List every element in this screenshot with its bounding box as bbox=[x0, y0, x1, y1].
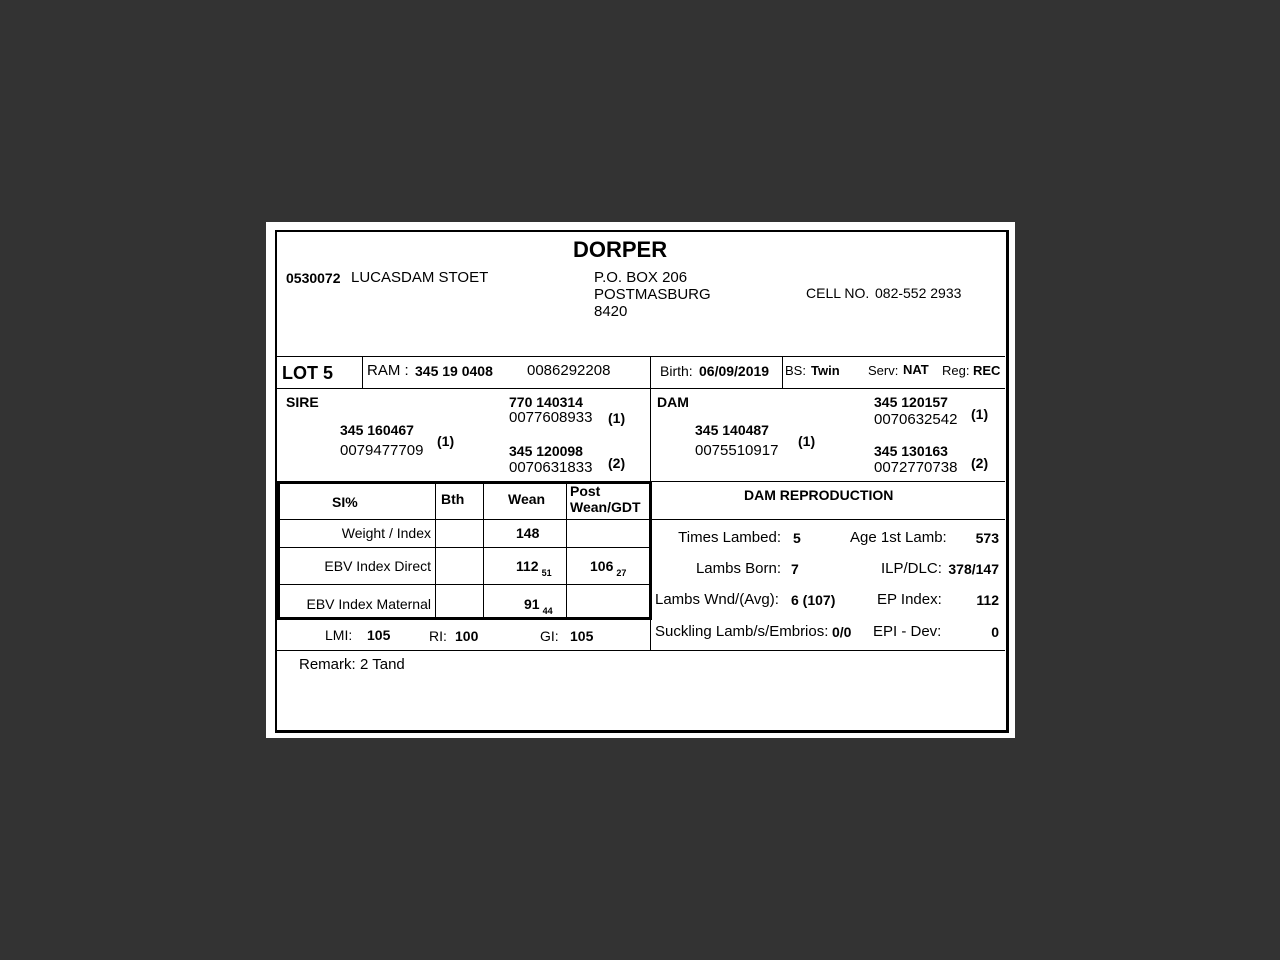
cell-value: 082-552 2933 bbox=[875, 285, 962, 301]
breed-title: DORPER bbox=[573, 237, 668, 262]
times-lambed-value: 5 bbox=[793, 530, 801, 546]
dam-repro-title: DAM REPRODUCTION bbox=[744, 487, 894, 503]
age-first-lamb-label: Age 1st Lamb: bbox=[850, 529, 947, 546]
row-maternal-wean-value: 91 bbox=[524, 596, 540, 612]
row-direct-label: EBV Index Direct bbox=[324, 558, 431, 574]
birth-value: 06/09/2019 bbox=[699, 363, 770, 379]
sire-dam-grade: (2) bbox=[608, 455, 626, 471]
remark-value: 2 Tand bbox=[360, 656, 405, 673]
lambs-born-value: 7 bbox=[791, 561, 799, 577]
ram-tag: 0086292208 bbox=[527, 362, 611, 379]
row-weight-wean: 148 bbox=[516, 525, 540, 541]
dam-grade: (1) bbox=[798, 433, 816, 449]
dam-tag: 0075510917 bbox=[695, 442, 779, 459]
sire-grade: (1) bbox=[437, 433, 455, 449]
lambs-born-label: Lambs Born: bbox=[695, 560, 781, 577]
age-first-lamb-value: 573 bbox=[975, 530, 999, 546]
epi-dev-label: EPI - Dev: bbox=[873, 623, 942, 640]
table-col-line bbox=[435, 483, 436, 618]
lambs-wnd-value: 6 (107) bbox=[791, 592, 836, 608]
suckling-value: 0/0 bbox=[832, 624, 852, 640]
ep-index-label: EP Index: bbox=[877, 591, 942, 608]
divider-repro-title bbox=[651, 519, 1005, 520]
dam-dam-grade: (2) bbox=[971, 455, 989, 471]
sire-tag: 0079477709 bbox=[340, 442, 424, 459]
ep-index-value: 112 bbox=[976, 592, 999, 608]
row-direct-wean bbox=[516, 558, 552, 576]
row-direct-post-sub: 27 bbox=[616, 568, 627, 578]
divider-lot-row bbox=[277, 388, 1005, 389]
ilp-dlc-value: 378/147 bbox=[948, 561, 999, 577]
owner-name: LUCASDAM STOET bbox=[351, 269, 489, 286]
row-maternal-label: EBV Index Maternal bbox=[306, 596, 431, 612]
dam-dam-id: 345 130163 bbox=[874, 443, 948, 459]
ram-id: 345 19 0408 bbox=[415, 363, 493, 379]
table-row-line bbox=[279, 547, 649, 548]
header-si: SI% bbox=[332, 494, 358, 510]
bs-value: Twin bbox=[811, 363, 840, 378]
divider-dam-section bbox=[651, 481, 1005, 482]
serv-label: Serv: bbox=[868, 363, 899, 378]
sire-label: SIRE bbox=[286, 394, 319, 410]
dam-sire-grade: (1) bbox=[971, 406, 989, 422]
gi-value: 105 bbox=[570, 628, 594, 644]
lmi-value: 105 bbox=[367, 627, 391, 643]
bs-label: BS: bbox=[785, 363, 806, 378]
row-direct-wean-sub: 51 bbox=[541, 568, 552, 578]
sire-sire-grade: (1) bbox=[608, 410, 626, 426]
ri-label: RI: bbox=[429, 628, 447, 644]
lmi-label: LMI: bbox=[325, 627, 353, 643]
table-row-line bbox=[279, 584, 649, 585]
lambs-wnd-label: Lambs Wnd/(Avg): bbox=[655, 591, 779, 608]
header-bth: Bth bbox=[441, 491, 465, 507]
dam-sire-tag: 0070632542 bbox=[874, 411, 958, 428]
table-row-line bbox=[279, 519, 649, 520]
table-col-line bbox=[566, 483, 567, 618]
reg-value: REC bbox=[973, 363, 1001, 378]
header-post-wean: Post Wean/GDT bbox=[570, 483, 641, 515]
row-weight-label: Weight / Index bbox=[341, 525, 431, 541]
epi-dev-value: 0 bbox=[991, 624, 999, 640]
row-direct-post bbox=[590, 558, 626, 576]
suckling-label: Suckling Lamb/s/Embrios: bbox=[655, 623, 829, 640]
dam-dam-tag: 0072770738 bbox=[874, 459, 958, 476]
address-line3: 8420 bbox=[594, 303, 628, 320]
dam-sire-id: 345 120157 bbox=[874, 394, 948, 410]
cell-label: CELL NO. bbox=[806, 285, 870, 301]
divider-header bbox=[277, 356, 1005, 357]
gi-label: GI: bbox=[540, 628, 559, 644]
row-maternal-wean bbox=[524, 596, 553, 614]
ilp-dlc-label: ILP/DLC: bbox=[881, 560, 942, 577]
header-wean: Wean bbox=[508, 491, 546, 507]
sire-dam-id: 345 120098 bbox=[509, 443, 583, 459]
row-direct-post-value: 106 bbox=[590, 558, 614, 574]
dam-id: 345 140487 bbox=[695, 422, 769, 438]
table-col-line bbox=[483, 483, 484, 618]
ram-label: RAM : bbox=[367, 362, 409, 379]
owner-code: 0530072 bbox=[286, 270, 341, 286]
row-direct-wean-value: 112 bbox=[516, 558, 539, 574]
serv-value: NAT bbox=[903, 362, 929, 377]
sire-sire-id: 770 140314 bbox=[509, 394, 583, 410]
sire-id: 345 160467 bbox=[340, 422, 414, 438]
divider-remark bbox=[277, 650, 1005, 651]
divider-lot bbox=[362, 356, 363, 388]
remark-label: Remark: bbox=[299, 656, 356, 673]
dam-label: DAM bbox=[657, 394, 689, 410]
sire-dam-tag: 0070631833 bbox=[509, 459, 593, 476]
ri-value: 100 bbox=[455, 628, 479, 644]
times-lambed-label: Times Lambed: bbox=[678, 529, 781, 546]
reg-label: Reg: bbox=[942, 363, 970, 378]
sire-sire-tag: 0077608933 bbox=[509, 409, 593, 426]
lot-label: LOT 5 bbox=[282, 363, 334, 383]
divider-birth bbox=[782, 356, 783, 388]
birth-label: Birth: bbox=[660, 363, 693, 379]
row-maternal-wean-sub: 44 bbox=[542, 606, 553, 616]
address-line1: P.O. BOX 206 bbox=[594, 269, 688, 286]
address-line2: POSTMASBURG bbox=[594, 286, 711, 303]
